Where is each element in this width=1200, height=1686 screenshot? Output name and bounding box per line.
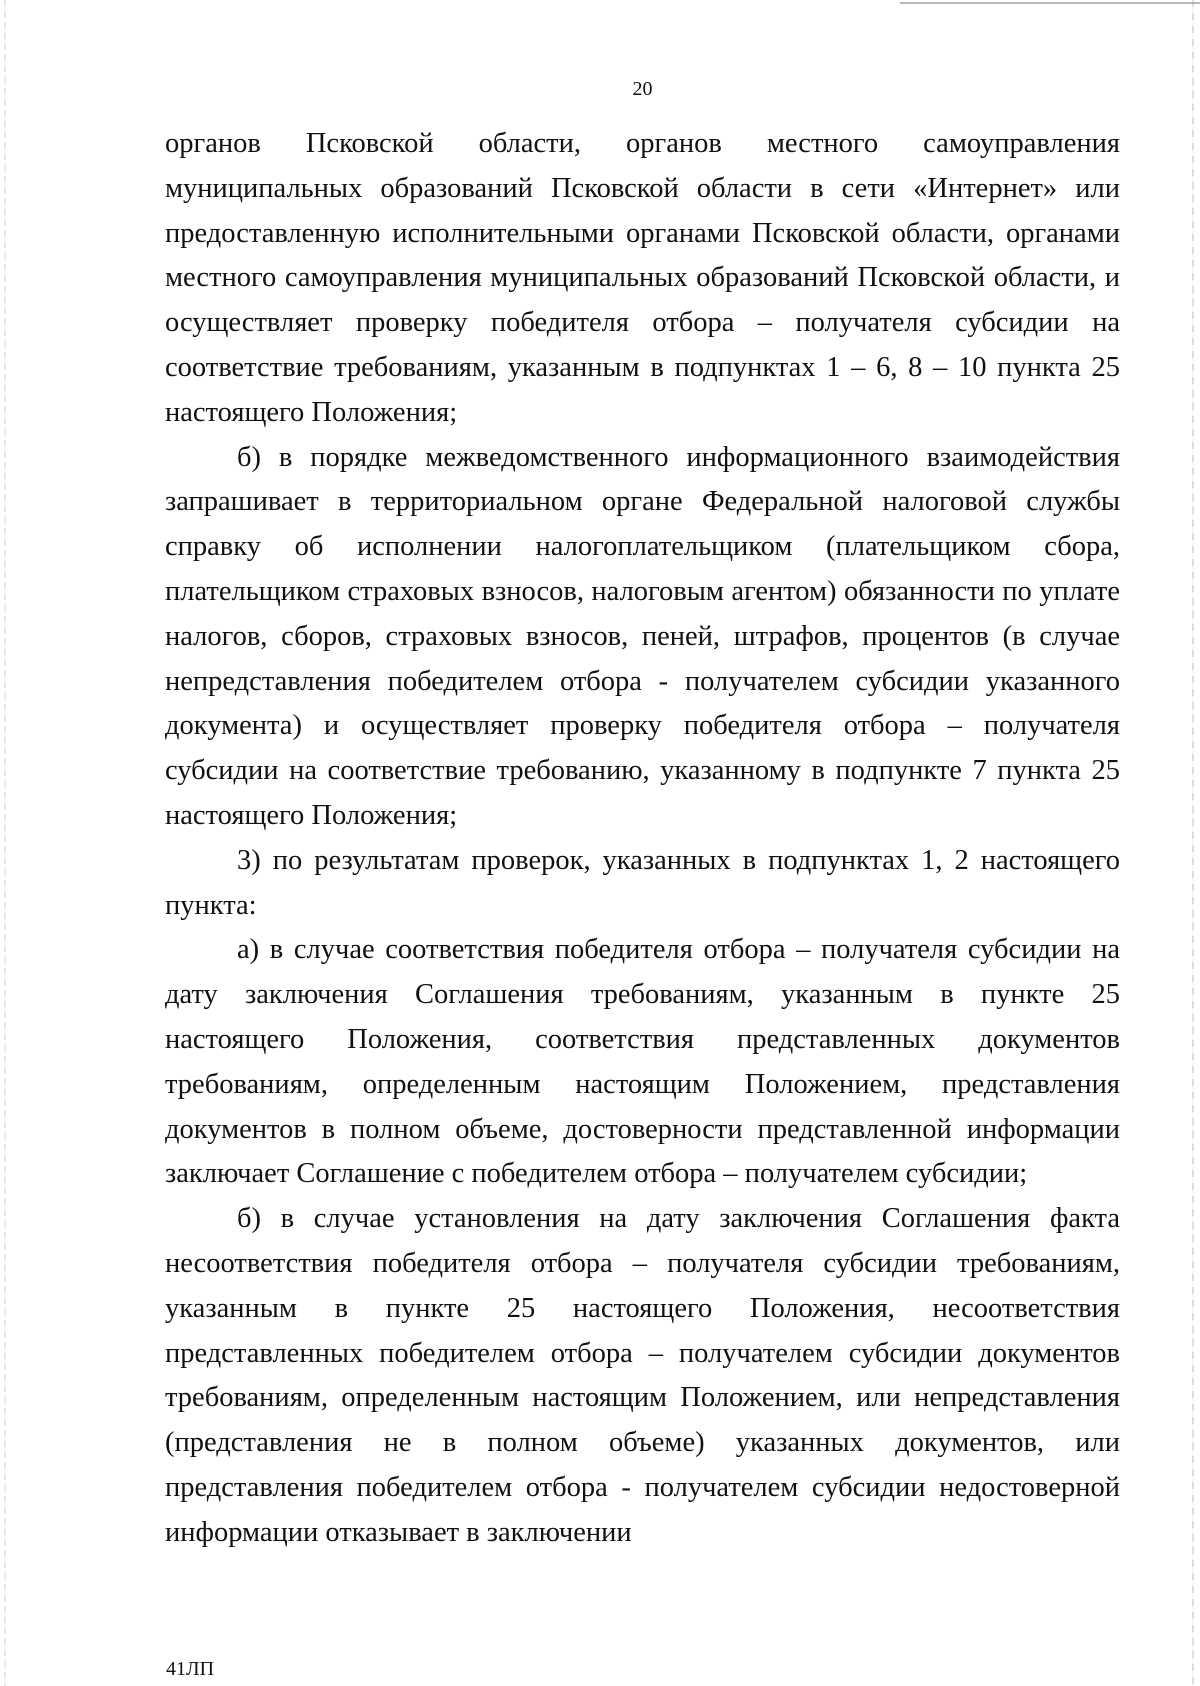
paragraph-subitem-b-refusal: б) в случае установления на дату заключения Соглашения факта несоответствия победителя отбора – получателя субсидии требованиям, указанным в пункте 25 настоящего Положения, несоответствия представленных победителем отбора – получателем субсидии документов требованиям, определенным настоящим Положением, или непредставления (представления не в полном объеме) указанных документов, или представления победителем отбора - получателем субсидии недостоверной информации отказывает в заключении (165, 1203, 1120, 1548)
body-text (165, 122, 1120, 1556)
scan-edge-top (900, 2, 1200, 4)
page-number: 20 (632, 78, 653, 100)
paragraph-subitem-a-agreement: а) в случае соответствия победителя отбора – получателя субсидии на дату заключения Соглашения требованиям, указанным в пункте 25 настоящего Положения, соответствия представленных документов требованиям, определенным настоящим Положением, представления документов в полном объеме, достоверности представленной информации заключает Соглашение с победителем отбора – получателем субсидии; (165, 934, 1120, 1190)
scan-edge-left (4, 0, 6, 1686)
footer-code: 41ЛП (166, 1658, 215, 1680)
paragraph-continuation: органов Псковской области, органов местного самоуправления муниципальных образований Псковской области в сети «Интернет» или предоставленную исполнительными органами Псковской области, органами местного самоуправления муниципальных образований Псковской области, и осуществляет проверку победителя отбора – получателя субсидии на соответствие требованиям, указанным в подпунктах 1 – 6, 8 – 10 пункта 25 настоящего Положения; (165, 128, 1120, 428)
scan-edge-right (1192, 0, 1194, 1686)
paragraph-item-3: 3) по результатам проверок, указанных в подпунктах 1, 2 настоящего пункта: (165, 844, 1120, 921)
paragraph-subitem-b-request: б) в порядке межведомственного информационного взаимодействия запрашивает в территориальном органе Федеральной налоговой службы справку об исполнении налогоплательщиком (плательщиком сбора, плательщиком страховых взносов, налоговым агентом) обязанности по уплате налогов, сборов, страховых взносов, пеней, штрафов, процентов (в случае непредставления победителем отбора - получателем субсидии указанного документа) и осуществляет проверку победителя отбора – получателя субсидии на соответствие требованию, указанному в подпункте 7 пункта 25 настоящего Положения; (165, 441, 1120, 831)
